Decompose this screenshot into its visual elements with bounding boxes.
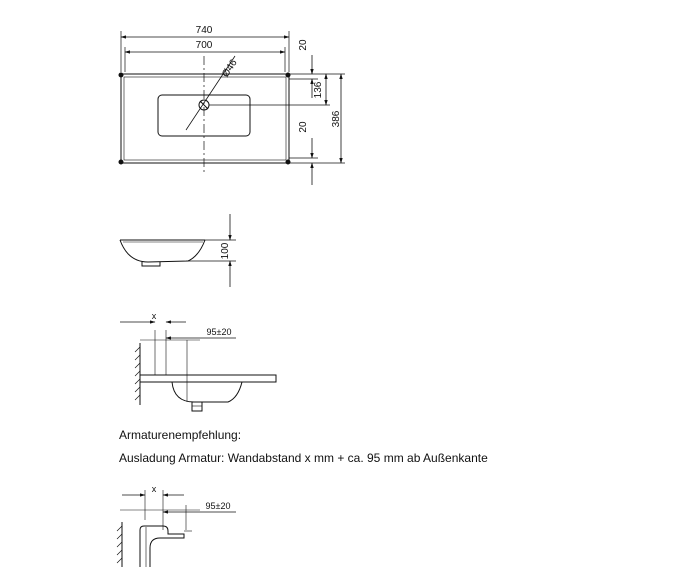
top-view xyxy=(119,31,345,185)
faucet xyxy=(140,526,184,567)
recommendation-heading: Armaturenempfehlung: xyxy=(119,428,242,442)
counter-1 xyxy=(140,375,276,382)
label-overall-depth: 386 xyxy=(331,110,342,128)
label-overall-width: 740 xyxy=(195,25,213,36)
label-height: 100 xyxy=(220,242,231,260)
label-basin-width: 700 xyxy=(195,40,213,51)
label-margin-top: 20 xyxy=(298,39,309,51)
label-projection-2: 95±20 xyxy=(205,501,231,511)
label-wall-distance-2: x xyxy=(151,484,157,494)
side-view xyxy=(120,214,236,287)
mount-bowl-1 xyxy=(172,382,242,402)
label-wall-distance-1: x xyxy=(151,311,157,321)
recommendation-text: Ausladung Armatur: Wandabstand x mm + ca. 95 mm ab Außenkante xyxy=(119,451,488,465)
top-view-labels xyxy=(196,25,342,133)
label-hole-offset: 136 xyxy=(313,81,324,99)
basin-outline xyxy=(121,74,289,163)
label-margin-bottom: 20 xyxy=(298,121,309,133)
mount-view-1 xyxy=(120,322,276,411)
label-projection-1: 95±20 xyxy=(206,327,232,337)
basin-inner-outline xyxy=(124,77,286,160)
label-hole-diameter: Ø46 xyxy=(220,57,240,80)
side-bowl-profile xyxy=(120,240,205,262)
